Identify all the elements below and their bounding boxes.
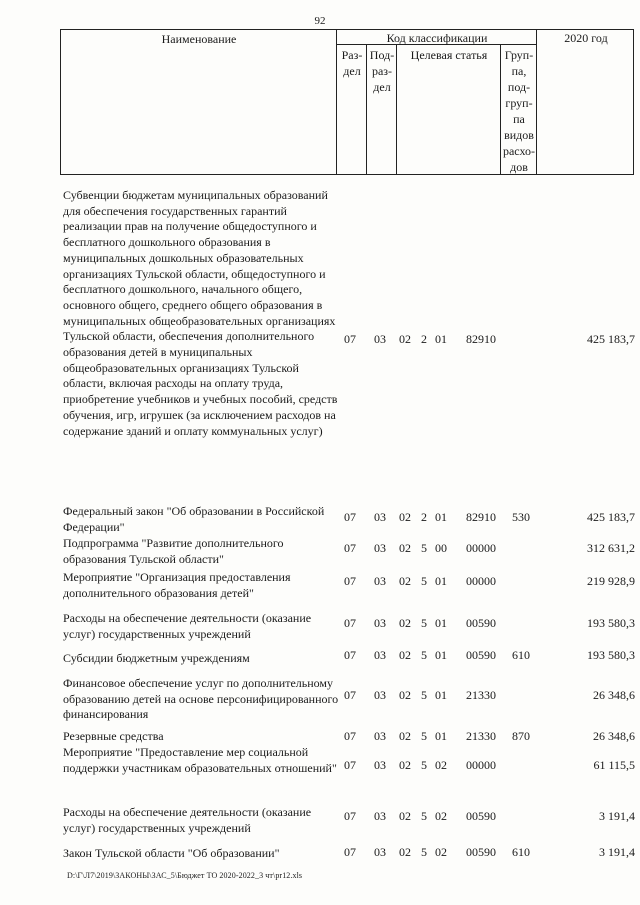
row-main-event: 01 xyxy=(435,574,447,588)
row-direction: 00000 xyxy=(466,541,496,555)
row-sum: 425 183,7 xyxy=(587,510,635,524)
table-header xyxy=(60,29,634,175)
row-sum: 312 631,2 xyxy=(587,541,635,555)
row-sum: 26 348,6 xyxy=(593,688,635,702)
row-direction: 82910 xyxy=(466,510,496,524)
row-group: 610 xyxy=(512,648,530,662)
row-name: Подпрограмма "Развитие дополнительного образования Тульской области" xyxy=(63,536,284,566)
row-sum: 193 580,3 xyxy=(587,648,635,662)
header-razdel: Раз- дел xyxy=(341,48,363,78)
header-podrazdel: Под- раз- дел xyxy=(369,48,395,94)
row-podrazdel: 03 xyxy=(374,648,386,662)
row-name: Финансовое обеспечение услуг по дополнительному образованию детей на основе персонифицированного финансирования xyxy=(63,676,339,722)
row-razdel: 07 xyxy=(344,574,356,588)
row-main-event: 01 xyxy=(435,648,447,662)
row-name: Субвенции бюджетам муниципальных образований для обеспечения государственных гарантий реализации прав на получение общедоступного и бесплатного дошкольного образования в муниципальных дошкольных образовательных организациях Тульской области, общедоступного и бесплатного дошкольного, начального общего, основного общего, среднего общего образования в муниципальных общеобразовательных организациях Тульской области, обеспечения дополнительного образования детей в муниципальных общеобразовательных организациях Тульской области, включая расходы на оплату труда, приобретение учебников и учебных пособий, средств обучения, игр, игрушек (за исключением расходов на содержание зданий и оплату коммунальных услуг) xyxy=(63,188,338,438)
row-podrazdel: 03 xyxy=(374,574,386,588)
row-podrazdel: 03 xyxy=(374,332,386,346)
row-program: 02 xyxy=(399,809,411,823)
row-main-event: 01 xyxy=(435,688,447,702)
row-razdel: 07 xyxy=(344,729,356,743)
row-main-event: 02 xyxy=(435,845,447,859)
row-subprogram: 5 xyxy=(421,688,427,702)
row-subprogram: 5 xyxy=(421,574,427,588)
row-direction: 00590 xyxy=(466,845,496,859)
row-program: 02 xyxy=(399,510,411,524)
row-sum: 219 928,9 xyxy=(587,574,635,588)
row-podrazdel: 03 xyxy=(374,845,386,859)
row-subprogram: 5 xyxy=(421,541,427,555)
row-podrazdel: 03 xyxy=(374,758,386,772)
header-name: Наименование xyxy=(161,32,237,46)
row-razdel: 07 xyxy=(344,809,356,823)
row-name: Расходы на обеспечение деятельности (оказание услуг) государственных учреждений xyxy=(63,805,312,835)
row-sum: 26 348,6 xyxy=(593,729,635,743)
page-number: 92 xyxy=(314,15,326,27)
row-subprogram: 5 xyxy=(421,809,427,823)
row-razdel: 07 xyxy=(344,845,356,859)
row-razdel: 07 xyxy=(344,332,356,346)
row-program: 02 xyxy=(399,729,411,743)
row-sum: 193 580,3 xyxy=(587,616,635,630)
row-name: Расходы на обеспечение деятельности (оказание услуг) государственных учреждений xyxy=(63,611,312,641)
header-year: 2020 год xyxy=(564,31,608,45)
row-podrazdel: 03 xyxy=(374,809,386,823)
row-direction: 00590 xyxy=(466,648,496,662)
row-main-event: 02 xyxy=(435,758,447,772)
row-podrazdel: 03 xyxy=(374,541,386,555)
header-code-classification: Код классификации xyxy=(386,31,488,45)
row-subprogram: 5 xyxy=(421,845,427,859)
row-main-event: 01 xyxy=(435,332,447,346)
row-main-event: 02 xyxy=(435,809,447,823)
header-target-article: Целевая статья xyxy=(410,48,488,62)
row-subprogram: 5 xyxy=(421,648,427,662)
row-podrazdel: 03 xyxy=(374,688,386,702)
row-sum: 61 115,5 xyxy=(593,758,635,772)
row-name: Мероприятие "Организация предоставления дополнительного образования детей" xyxy=(63,570,291,600)
row-podrazdel: 03 xyxy=(374,729,386,743)
row-program: 02 xyxy=(399,332,411,346)
row-main-event: 01 xyxy=(435,616,447,630)
row-main-event: 01 xyxy=(435,729,447,743)
row-razdel: 07 xyxy=(344,616,356,630)
row-program: 02 xyxy=(399,616,411,630)
row-direction: 00000 xyxy=(466,758,496,772)
row-direction: 21330 xyxy=(466,729,496,743)
row-direction: 00000 xyxy=(466,574,496,588)
row-subprogram: 5 xyxy=(421,616,427,630)
row-program: 02 xyxy=(399,688,411,702)
row-name: Субсидии бюджетным учреждениям xyxy=(63,651,250,665)
row-direction: 82910 xyxy=(466,332,496,346)
row-subprogram: 2 xyxy=(421,510,427,524)
row-main-event: 00 xyxy=(435,541,447,555)
row-subprogram: 5 xyxy=(421,758,427,772)
row-podrazdel: 03 xyxy=(374,510,386,524)
row-group: 530 xyxy=(512,510,530,524)
row-program: 02 xyxy=(399,541,411,555)
row-main-event: 01 xyxy=(435,510,447,524)
row-sum: 425 183,7 xyxy=(587,332,635,346)
row-sum: 3 191,4 xyxy=(599,845,635,859)
row-subprogram: 2 xyxy=(421,332,427,346)
row-direction: 00590 xyxy=(466,616,496,630)
row-razdel: 07 xyxy=(344,648,356,662)
row-group: 870 xyxy=(512,729,530,743)
row-razdel: 07 xyxy=(344,688,356,702)
row-program: 02 xyxy=(399,648,411,662)
row-direction: 00590 xyxy=(466,809,496,823)
row-direction: 21330 xyxy=(466,688,496,702)
row-program: 02 xyxy=(399,574,411,588)
row-sum: 3 191,4 xyxy=(599,809,635,823)
row-program: 02 xyxy=(399,845,411,859)
row-group: 610 xyxy=(512,845,530,859)
row-subprogram: 5 xyxy=(421,729,427,743)
row-name: Мероприятие "Предоставление мер социальной поддержки участникам образовательных отношений" xyxy=(63,745,337,775)
row-name: Резервные средства xyxy=(63,729,164,743)
row-name: Федеральный закон "Об образовании в Российской Федерации" xyxy=(63,504,325,534)
row-razdel: 07 xyxy=(344,758,356,772)
row-razdel: 07 xyxy=(344,510,356,524)
header-expense-group: Груп- па, под- груп- па видов расхо- дов xyxy=(502,48,536,174)
row-program: 02 xyxy=(399,758,411,772)
row-razdel: 07 xyxy=(344,541,356,555)
row-podrazdel: 03 xyxy=(374,616,386,630)
row-name: Закон Тульской области "Об образовании" xyxy=(63,846,280,860)
file-path-footer: D:\Г\Л7\2019\ЗАКОНЫ\ЗАС_5\Бюджет ТО 2020-2022_3 чт\pr12.xls xyxy=(67,871,303,880)
